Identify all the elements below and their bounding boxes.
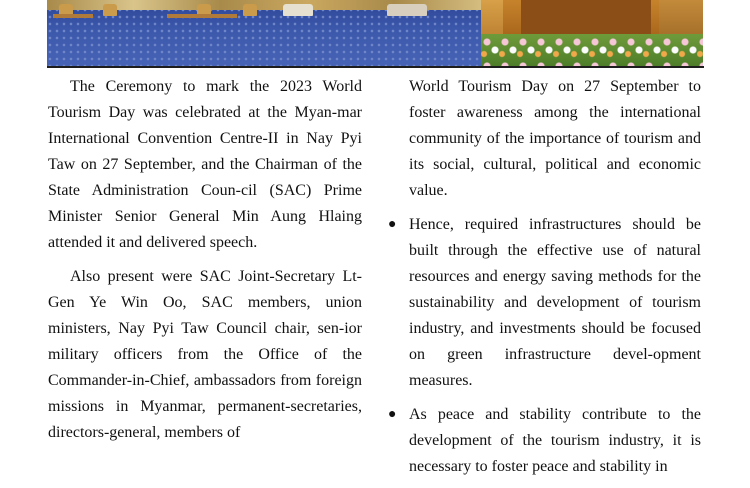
paragraph: The Ceremony to mark the 2023 World Tourism Day was celebrated at the Myan-mar International Convention Centre-II in Nay Pyi Taw on 27 September, and the Chairman of the State Administration Coun-cil (SAC) Prime Minister Senior General Min Aung Hlaing attended it and delivered speech. [48,78,362,251]
podium-photo [481,0,703,68]
photo-chair [387,4,427,16]
bullet-icon: ● [388,407,397,422]
paragraph: Also present were SAC Joint-Secretary Lt-Gen Ye Win Oo, SAC members, union ministers, Nay Pyi Taw Council chair, sen-ior military officers from the Office of the Commander-in-Chief, ambassadors from foreign missions in Myanmar, permanent-secretaries, directors-general, members of [48,268,362,441]
photo-strip [0,0,750,68]
bullet-text: As peace and stability contribute to the development of the tourism industry, it is necessary to foster peace and stability in [409,406,701,475]
left-column [48,74,362,454]
bullet-item [388,212,701,394]
photo-border [47,66,704,68]
photo-chair [283,4,313,16]
bullet-icon: ● [388,217,397,232]
bullet-item [388,402,701,480]
photo-table [167,14,237,18]
flower-arrangement [481,34,703,66]
photo-chair [103,4,117,16]
paragraph: World Tourism Day on 27 September to foster awareness among the international community of the importance of tourism and its social, cultural, political and economic value. [409,78,701,199]
photo-table [53,14,93,18]
bullet-text: Hence, required infrastructures should be built through the effective use of natural resources and energy saving methods for the sustainability and development of tourism industry, and investments should be focused on green infrastructure devel-opment measures. [409,216,701,389]
ceremony-hall-photo [47,0,481,68]
photo-chair [243,4,257,16]
right-column [388,74,701,488]
